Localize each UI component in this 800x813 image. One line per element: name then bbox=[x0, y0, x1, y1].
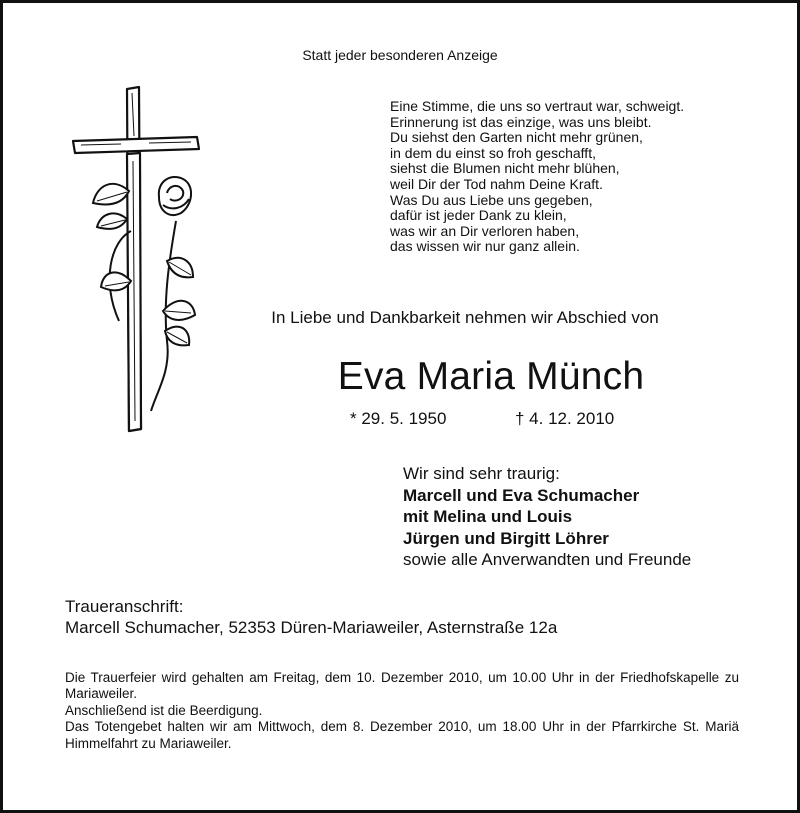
deceased-name: Eva Maria Münch bbox=[337, 355, 645, 398]
mourner-name: Jürgen und Birgitt Löhrer bbox=[403, 528, 609, 548]
poem-line: Was Du aus Liebe uns gegeben, bbox=[390, 191, 593, 208]
poem bbox=[390, 99, 780, 255]
poem-line: das wissen wir nur ganz allein. bbox=[390, 238, 580, 255]
poem-line: in dem du einst so froh geschafft, bbox=[390, 144, 596, 161]
poem-line: Du siehst den Garten nicht mehr grünen, bbox=[390, 129, 643, 146]
address-label: Traueranschrift: bbox=[65, 597, 184, 616]
prayer-service-text: Das Totengebet halten wir am Mittwoch, dem 8. Dezember 2010, um 18.00 Uhr in der Pfarrkirche St. Mariä Himmelfahrt zu Mariaweiler. bbox=[65, 719, 739, 751]
poem-line: Erinnerung ist das einzige, was uns bleibt. bbox=[390, 113, 652, 130]
birth-date: * 29. 5. 1950 bbox=[350, 409, 447, 428]
mourning-address bbox=[65, 596, 557, 638]
funeral-service-text: Die Trauerfeier wird gehalten am Freitag, dem 10. Dezember 2010, um 10.00 Uhr in der Friedhofskapelle zu Mariaweiler. bbox=[65, 670, 739, 702]
farewell-line: In Liebe und Dankbarkeit nehmen wir Abschied von bbox=[271, 308, 659, 327]
death-date: † 4. 12. 2010 bbox=[515, 409, 615, 428]
poem-line: was wir an Dir verloren haben, bbox=[390, 222, 580, 239]
address-value: Marcell Schumacher, 52353 Düren-Mariaweiler, Asternstraße 12a bbox=[65, 618, 558, 637]
mourners-intro: Wir sind sehr traurig: bbox=[403, 464, 560, 483]
mourner-name: Marcell und Eva Schumacher bbox=[403, 485, 640, 505]
poem-line: dafür ist jeder Dank zu klein, bbox=[390, 207, 567, 224]
poem-line: Eine Stimme, die uns so vertraut war, schweigt. bbox=[390, 98, 685, 114]
poem-line: siehst die Blumen nicht mehr blühen, bbox=[390, 160, 620, 177]
service-notice bbox=[65, 670, 739, 752]
burial-text: Anschließend ist die Beerdigung. bbox=[65, 702, 263, 718]
notice-heading: Statt jeder besonderen Anzeige bbox=[302, 47, 498, 63]
poem-line: weil Dir der Tod nahm Deine Kraft. bbox=[390, 175, 603, 192]
mourners-block bbox=[403, 463, 691, 571]
mourner-name: mit Melina und Louis bbox=[403, 507, 573, 526]
mourners-closing: sowie alle Anverwandten und Freunde bbox=[403, 550, 692, 569]
